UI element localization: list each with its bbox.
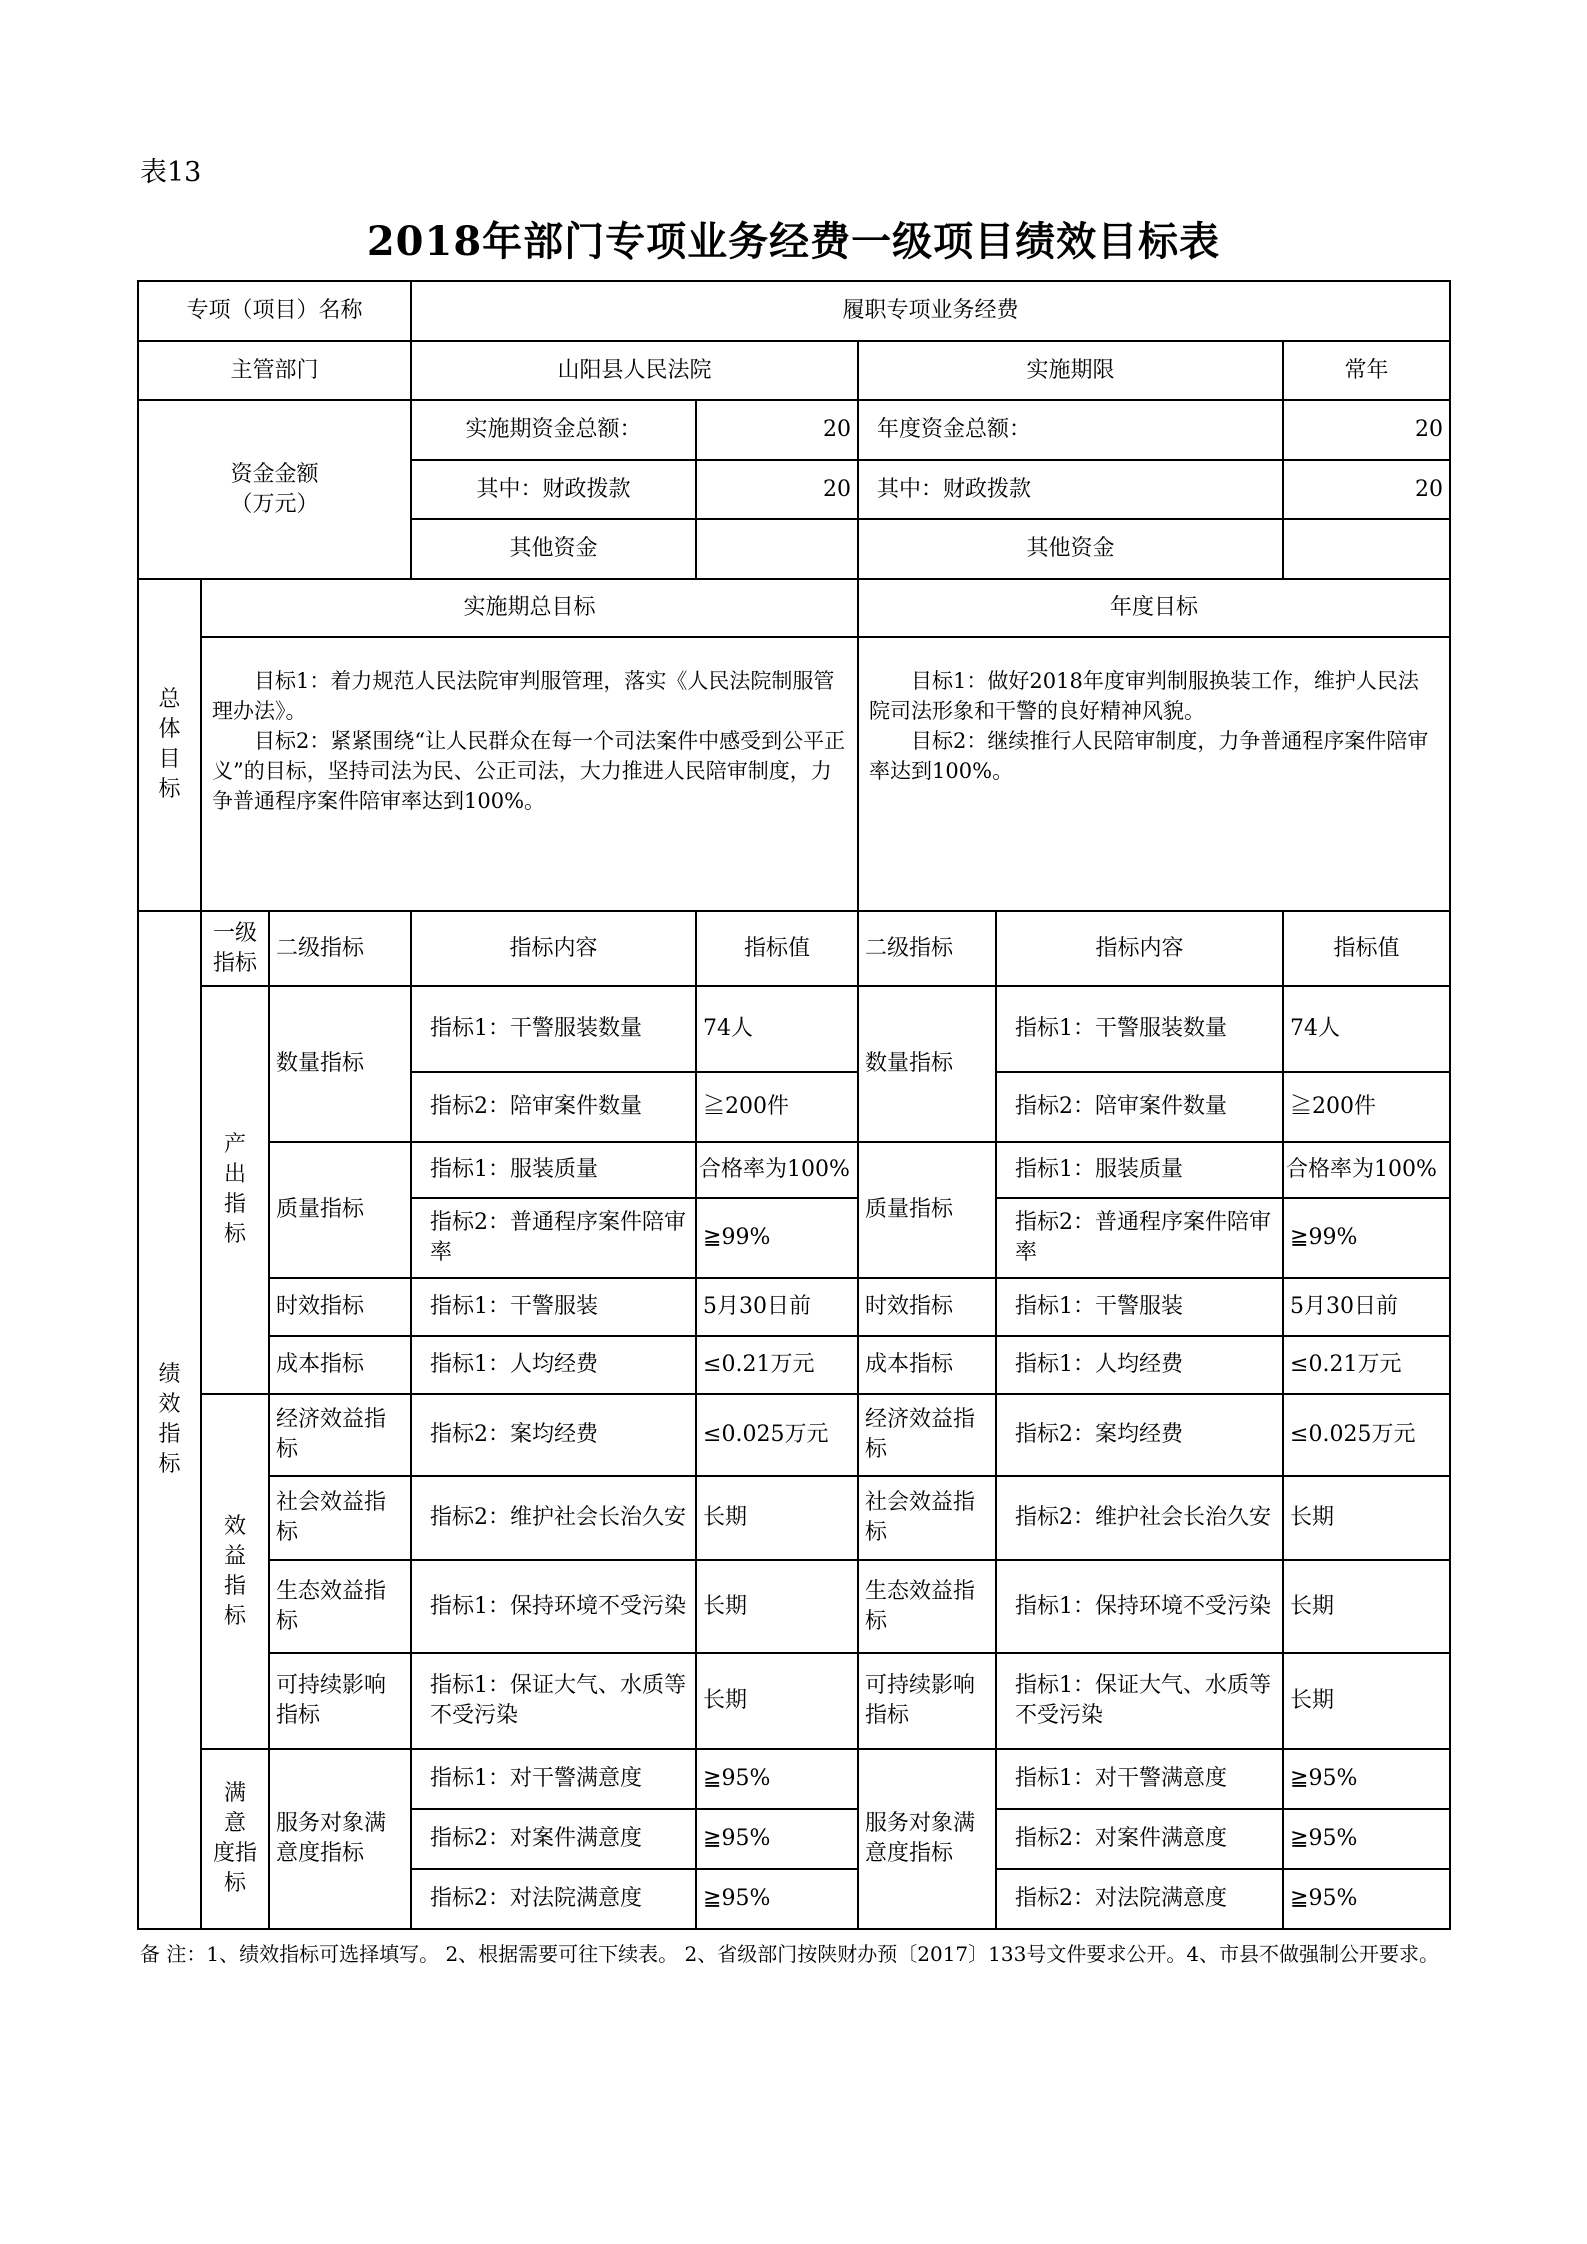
year-other-value (1283, 519, 1450, 579)
quality-indicator: 质量指标 (269, 1142, 411, 1278)
year-fiscal-value: 20 (1283, 460, 1450, 519)
year-indicator-value: ≧99% (1283, 1198, 1450, 1278)
year-indicator-content: 指标2：陪审案件数量 (996, 1072, 1283, 1142)
overall-goal-header-row (138, 579, 1450, 637)
table-row (138, 1278, 1450, 1336)
impl-total-value: 20 (696, 400, 858, 460)
timeliness-indicator: 时效指标 (269, 1278, 411, 1336)
year-other-label: 其他资金 (858, 519, 1283, 579)
year-indicator-value: ≧95% (1283, 1869, 1450, 1929)
year-indicator-value: ≧95% (1283, 1749, 1450, 1809)
funds-label (138, 400, 411, 579)
impl-fiscal-label: 其中：财政拨款 (411, 460, 696, 519)
table-row (138, 986, 1450, 1072)
overall-goal-label: 总 体 目 标 (138, 579, 201, 911)
year-indicator-content: 指标1：保证大气、水质等不受污染 (996, 1653, 1283, 1749)
impl-fiscal-value: 20 (696, 460, 858, 519)
indicator-content: 指标1：干警服装 (411, 1278, 696, 1336)
period-label: 实施期限 (858, 341, 1283, 400)
table-row (138, 1394, 1450, 1476)
department-label: 主管部门 (138, 341, 411, 400)
year-quality-indicator: 质量指标 (858, 1142, 996, 1278)
indicator-content: 指标2：陪审案件数量 (411, 1072, 696, 1142)
department-row (138, 341, 1450, 400)
year-indicator-value: 74人 (1283, 986, 1450, 1072)
period-value: 常年 (1283, 341, 1450, 400)
year-quantity-indicator: 数量指标 (858, 986, 996, 1142)
year-total-label: 年度资金总额： (858, 400, 1283, 460)
satisfaction-indicator-label: 满 意 度指 标 (201, 1749, 269, 1929)
indicator-value: 长期 (696, 1560, 858, 1653)
table-row (138, 1560, 1450, 1653)
year-indicator-content: 指标2：维护社会长治久安 (996, 1476, 1283, 1560)
indicator-value: 5月30日前 (696, 1278, 858, 1336)
footnote: 备 注：1、绩效指标可选择填写。 2、根据需要可往下续表。 2、省级部门按陕财办预〔2017〕133号文件要求公开。4、市县不做强制公开要求。 (140, 1942, 1440, 1966)
indicator-content: 指标2：普通程序案件陪审率 (411, 1198, 696, 1278)
table-row (138, 1336, 1450, 1394)
year-value-header: 指标值 (1283, 911, 1450, 986)
year-social-indicator: 社会效益指标 (858, 1476, 996, 1560)
indicator-content: 指标2：案均经费 (411, 1394, 696, 1476)
year-indicator-value: 长期 (1283, 1560, 1450, 1653)
indicator-content: 指标1：干警服装数量 (411, 986, 696, 1072)
year-total-value: 20 (1283, 400, 1450, 460)
performance-goal-table (137, 280, 1451, 1930)
indicator-value: ≤0.025万元 (696, 1394, 858, 1476)
indicator-content: 指标2：对法院满意度 (411, 1869, 696, 1929)
year-ecological-indicator: 生态效益指标 (858, 1560, 996, 1653)
year-goal-2: 目标2：继续推行人民陪审制度，力争普通程序案件陪审率达到100%。 (869, 729, 1429, 783)
year-indicator-content: 指标1：服装质量 (996, 1142, 1283, 1198)
sustainable-indicator: 可持续影响指标 (269, 1653, 411, 1749)
table-row (138, 1749, 1450, 1809)
indicator-content: 指标2：对案件满意度 (411, 1809, 696, 1869)
year-indicator-value: ≤0.025万元 (1283, 1394, 1450, 1476)
indicator-value: ≧200件 (696, 1072, 858, 1142)
year-indicator-value: 合格率为100% (1283, 1142, 1450, 1198)
impl-goal-1: 目标1：着力规范人民法院审判服管理，落实《人民法院制服管理办法》。 (212, 669, 835, 723)
year-sustainable-indicator: 可持续影响指标 (858, 1653, 996, 1749)
benefit-indicator-label: 效 益 指 标 (201, 1394, 269, 1749)
indicator-content: 指标2：维护社会长治久安 (411, 1476, 696, 1560)
economic-indicator: 经济效益指标 (269, 1394, 411, 1476)
year-indicator-content: 指标1：对干警满意度 (996, 1749, 1283, 1809)
project-value: 履职专项业务经费 (411, 281, 1450, 341)
year-level2-header: 二级指标 (858, 911, 996, 986)
indicator-value: ≧99% (696, 1198, 858, 1278)
year-cost-indicator: 成本指标 (858, 1336, 996, 1394)
year-indicator-content: 指标2：案均经费 (996, 1394, 1283, 1476)
content-header: 指标内容 (411, 911, 696, 986)
cost-indicator: 成本指标 (269, 1336, 411, 1394)
output-indicator-label: 产 出 指 标 (201, 986, 269, 1394)
year-indicator-content: 指标2：普通程序案件陪审率 (996, 1198, 1283, 1278)
ecological-indicator: 生态效益指标 (269, 1560, 411, 1653)
indicator-value: 长期 (696, 1653, 858, 1749)
social-indicator: 社会效益指标 (269, 1476, 411, 1560)
indicator-content: 指标1：保证大气、水质等不受污染 (411, 1653, 696, 1749)
page-title: 2018年部门专项业务经费一级项目绩效目标表 (366, 218, 1221, 265)
year-indicator-value: 长期 (1283, 1476, 1450, 1560)
year-indicator-value: ≤0.21万元 (1283, 1336, 1450, 1394)
level1-header: 一级指标 (201, 911, 269, 986)
year-economic-indicator: 经济效益指标 (858, 1394, 996, 1476)
perf-indicator-label: 绩 效 指 标 (138, 911, 201, 1929)
indicator-value: ≤0.21万元 (696, 1336, 858, 1394)
indicator-content: 指标1：保持环境不受污染 (411, 1560, 696, 1653)
quantity-indicator: 数量指标 (269, 986, 411, 1142)
year-indicator-value: ≧95% (1283, 1809, 1450, 1869)
indicator-value: ≧95% (696, 1749, 858, 1809)
service-satisfaction-indicator: 服务对象满意度指标 (269, 1749, 411, 1929)
indicator-value: 长期 (696, 1476, 858, 1560)
indicator-value: 合格率为100% (696, 1142, 858, 1198)
table-row (138, 1653, 1450, 1749)
year-indicator-content: 指标1：保持环境不受污染 (996, 1560, 1283, 1653)
year-goal-header: 年度目标 (858, 579, 1450, 637)
year-indicator-value: 5月30日前 (1283, 1278, 1450, 1336)
impl-goal-text (201, 637, 858, 911)
year-indicator-content: 指标1：干警服装数量 (996, 986, 1283, 1072)
year-goal-text (858, 637, 1450, 911)
year-service-satisfaction-indicator: 服务对象满意度指标 (858, 1749, 996, 1929)
year-indicator-value: ≧200件 (1283, 1072, 1450, 1142)
level2-header: 二级指标 (269, 911, 411, 986)
year-timeliness-indicator: 时效指标 (858, 1278, 996, 1336)
impl-other-value (696, 519, 858, 579)
year-indicator-content: 指标1：人均经费 (996, 1336, 1283, 1394)
indicator-content: 指标1：对干警满意度 (411, 1749, 696, 1809)
year-indicator-content: 指标2：对案件满意度 (996, 1809, 1283, 1869)
indicator-content: 指标1：服装质量 (411, 1142, 696, 1198)
funds-label-line1: 资金金额 (230, 461, 319, 487)
perf-header-row (138, 911, 1450, 986)
impl-goal-header: 实施期总目标 (201, 579, 858, 637)
project-label: 专项（项目）名称 (138, 281, 411, 341)
table-row (138, 1476, 1450, 1560)
year-goal-1: 目标1：做好2018年度审判制服换装工作，维护人民法院司法形象和干警的良好精神风貌。 (869, 669, 1419, 723)
project-row (138, 281, 1450, 341)
indicator-value: 74人 (696, 986, 858, 1072)
value-header: 指标值 (696, 911, 858, 986)
indicator-value: ≧95% (696, 1809, 858, 1869)
year-indicator-content: 指标1：干警服装 (996, 1278, 1283, 1336)
table-row (138, 1142, 1450, 1198)
impl-goal-2: 目标2：紧紧围绕“让人民群众在每一个司法案件中感受到公平正义”的目标，坚持司法为民、公正司法，大力推进人民陪审制度，力争普通程序案件陪审率达到100%。 (212, 729, 846, 813)
year-indicator-value: 长期 (1283, 1653, 1450, 1749)
impl-total-label: 实施期资金总额： (411, 400, 696, 460)
year-content-header: 指标内容 (996, 911, 1283, 986)
year-fiscal-label: 其中：财政拨款 (858, 460, 1283, 519)
table-number: 表13 (140, 157, 202, 188)
funds-row-total (138, 400, 1450, 460)
impl-other-label: 其他资金 (411, 519, 696, 579)
department-value: 山阳县人民法院 (411, 341, 858, 400)
overall-goal-body-row (138, 637, 1450, 911)
indicator-value: ≧95% (696, 1869, 858, 1929)
funds-label-line2: （万元） (230, 491, 319, 517)
indicator-content: 指标1：人均经费 (411, 1336, 696, 1394)
year-indicator-content: 指标2：对法院满意度 (996, 1869, 1283, 1929)
